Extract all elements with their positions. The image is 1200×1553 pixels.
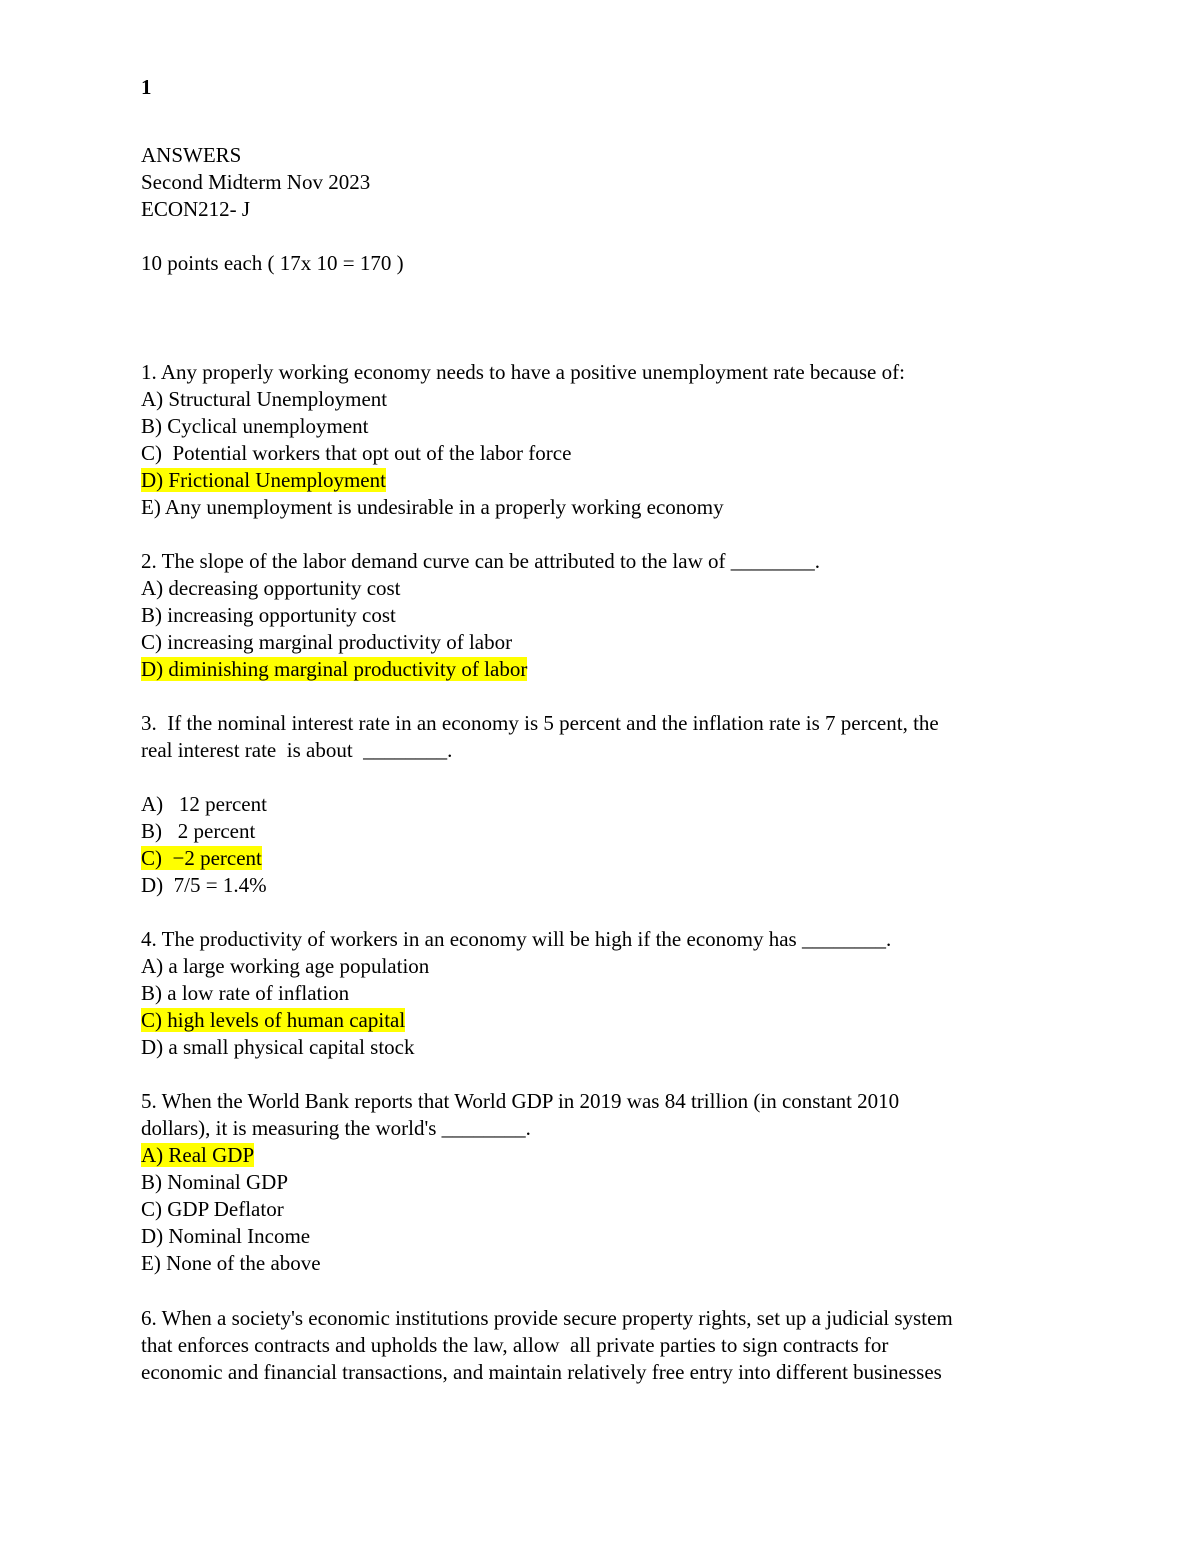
question-5-option-c: C) GDP Deflator (141, 1197, 284, 1221)
question-6-stem-line-1: 6. When a society's economic institutions provide secure property rights, set up a judicial system (141, 1306, 953, 1330)
question-2-option-c: C) increasing marginal productivity of labor (141, 630, 513, 654)
question-4-option-a: A) a large working age population (141, 954, 430, 978)
course-code: ECON212- J (141, 197, 251, 221)
question-3-option-b: B) 2 percent (141, 819, 256, 843)
exam-name: Second Midterm Nov 2023 (141, 170, 371, 194)
question-5-stem-line-1: 5. When the World Bank reports that World GDP in 2019 was 84 trillion (in constant 2010 (141, 1089, 900, 1113)
question-4-option-c (141, 1007, 405, 1034)
question-1-option-c: C) Potential workers that opt out of the labor force (141, 441, 572, 465)
correct-answer-highlight: D) Frictional Unemployment (141, 468, 386, 492)
question-1-option-b: B) Cyclical unemployment (141, 414, 369, 438)
question-5-option-b: B) Nominal GDP (141, 1170, 288, 1194)
correct-answer-highlight: C) −2 percent (141, 846, 262, 870)
question-1-option-a: A) Structural Unemployment (141, 387, 388, 411)
correct-answer-highlight: D) diminishing marginal productivity of labor (141, 657, 528, 681)
question-1-stem: 1. Any properly working economy needs to have a positive unemployment rate because of: (141, 360, 905, 384)
question-5-option-a (141, 1142, 254, 1169)
question-3-option-d: D) 7/5 = 1.4% (141, 873, 267, 897)
correct-answer-highlight: C) high levels of human capital (141, 1008, 406, 1032)
points-note: 10 points each ( 17x 10 = 170 ) (141, 251, 404, 275)
question-1-option-e: E) Any unemployment is undesirable in a properly working economy (141, 495, 724, 519)
correct-answer-highlight: A) Real GDP (141, 1143, 255, 1167)
question-3-option-a: A) 12 percent (141, 792, 267, 816)
question-3-option-c (141, 845, 262, 872)
question-3-stem-line-1: 3. If the nominal interest rate in an economy is 5 percent and the inflation rate is 7 percent, the (141, 711, 939, 735)
question-6-stem-line-2: that enforces contracts and upholds the law, allow all private parties to sign contracts for (141, 1333, 889, 1357)
document-title: ANSWERS (141, 143, 242, 167)
question-1-option-d (141, 467, 386, 494)
question-5-stem-line-2: dollars), it is measuring the world's ________. (141, 1116, 531, 1140)
question-2-option-b: B) increasing opportunity cost (141, 603, 396, 627)
question-2-option-a: A) decreasing opportunity cost (141, 576, 401, 600)
question-5-option-d: D) Nominal Income (141, 1224, 311, 1248)
question-2-stem: 2. The slope of the labor demand curve can be attributed to the law of ________. (141, 549, 820, 573)
question-3-stem-line-2: real interest rate is about ________. (141, 738, 453, 762)
question-2-option-d (141, 656, 527, 683)
question-4-option-d: D) a small physical capital stock (141, 1035, 415, 1059)
page-number: 1 (141, 75, 152, 99)
question-4-option-b: B) a low rate of inflation (141, 981, 350, 1005)
question-5-option-e: E) None of the above (141, 1251, 321, 1275)
question-4-stem: 4. The productivity of workers in an economy will be high if the economy has ________. (141, 927, 892, 951)
question-6-stem-line-3: economic and financial transactions, and maintain relatively free entry into different businesses (141, 1360, 942, 1384)
